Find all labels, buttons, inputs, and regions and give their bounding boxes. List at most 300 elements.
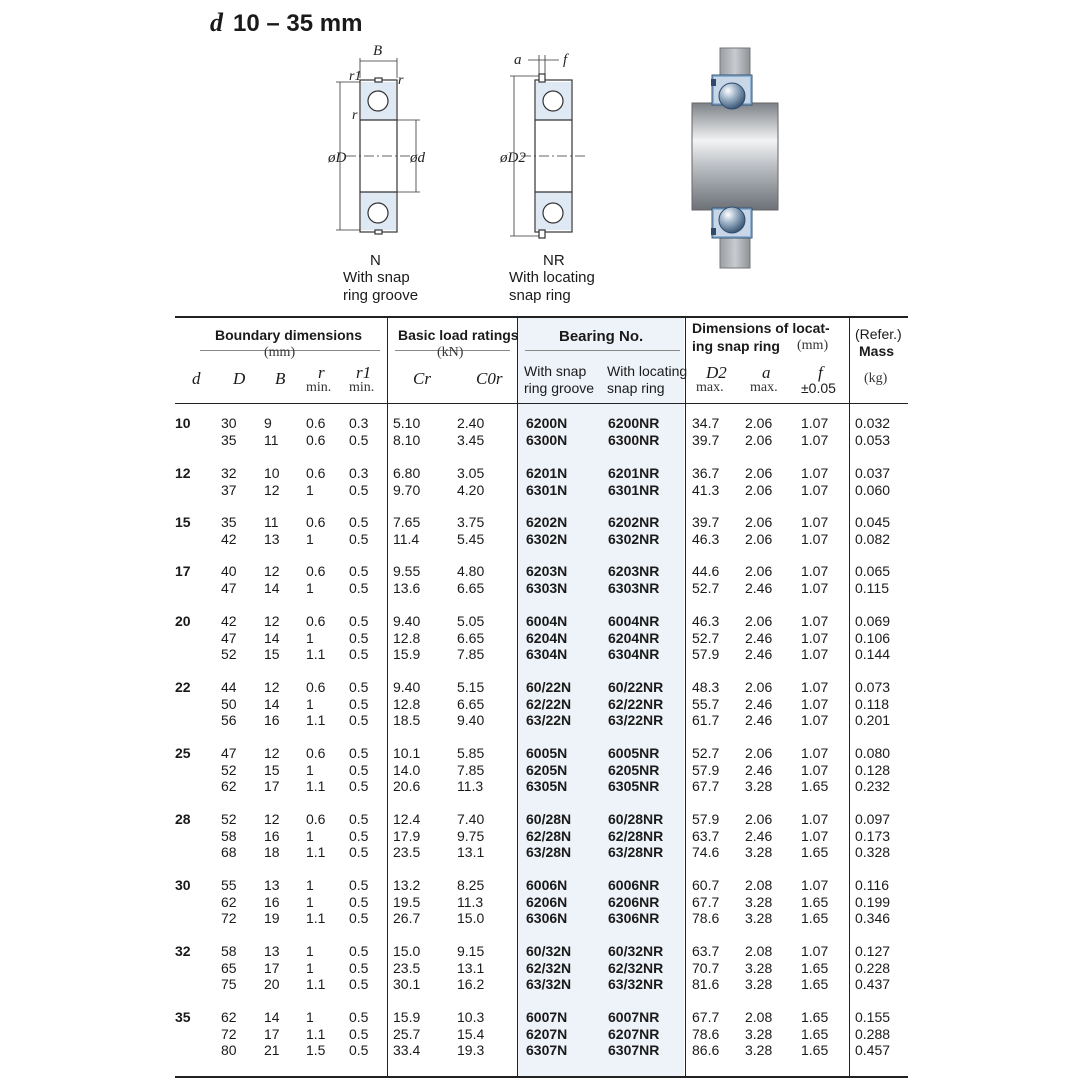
cell-C0r: 3.45 xyxy=(457,431,485,448)
cell-r: 0.6 xyxy=(306,415,326,431)
cell-D: 62 xyxy=(221,778,237,794)
cell-r: 0.6 xyxy=(306,514,326,530)
cell-Cr: 25.7 xyxy=(393,1025,421,1042)
cell-f: 1.65 xyxy=(801,778,829,794)
cell-D2: 63.7 xyxy=(692,827,720,844)
cell-C0r: 11.3 xyxy=(457,778,484,794)
cell-B: 12 xyxy=(264,613,280,629)
mounted-bearing-illustration xyxy=(692,48,778,268)
cell-f: 1.07 xyxy=(801,530,829,547)
cell-locating: 63/32NR xyxy=(608,976,664,992)
cell-snap-groove: 6303N xyxy=(526,579,568,596)
cell-r: 0.6 xyxy=(306,465,326,481)
cell-C0r: 5.85 xyxy=(457,745,485,761)
cell-r: 1 xyxy=(306,481,314,498)
cell-Cr: 15.9 xyxy=(393,1009,421,1025)
cell-Cr: 8.10 xyxy=(393,431,421,448)
cell-D2: 57.9 xyxy=(692,811,720,827)
cell-D: 30 xyxy=(221,415,237,431)
cell-Cr: 19.5 xyxy=(393,893,421,910)
label-r-side: r xyxy=(352,108,358,123)
cell-Cr: 15.9 xyxy=(393,646,421,662)
title-range: 10 – 35 mm xyxy=(233,10,363,37)
cell-f: 1.65 xyxy=(801,844,829,860)
cell-mass: 0.288 xyxy=(855,1025,891,1042)
cell-D2: 52.7 xyxy=(692,745,720,761)
cell-locating: 6005NR xyxy=(608,745,660,761)
cell-a: 3.28 xyxy=(745,778,773,794)
cell-C0r: 6.65 xyxy=(457,579,485,596)
cell-r: 1 xyxy=(306,761,314,778)
cell-f: 1.07 xyxy=(801,761,829,778)
cell-B: 13 xyxy=(264,877,280,893)
cell-snap-groove: 6300N xyxy=(526,431,568,448)
cell-snap-groove: 63/28N xyxy=(526,844,572,860)
col-snap-groove-line2: ring groove xyxy=(524,380,595,396)
cell-f: 1.07 xyxy=(801,481,829,498)
cell-mass: 0.437 xyxy=(855,976,891,992)
cell-B: 14 xyxy=(264,695,280,712)
col-f: f xyxy=(818,363,823,382)
cell-a: 2.06 xyxy=(745,431,773,448)
cell-mass: 0.328 xyxy=(855,844,891,860)
cell-B: 11 xyxy=(264,431,279,448)
label-oD: øD xyxy=(328,150,347,166)
header-bearing-no: Bearing No. xyxy=(559,328,644,345)
cell-B: 12 xyxy=(264,563,280,579)
cell-Cr: 17.9 xyxy=(393,827,421,844)
cell-Cr: 13.2 xyxy=(393,877,421,893)
table-header-rule xyxy=(175,403,908,404)
cell-D2: 78.6 xyxy=(692,910,720,926)
cell-D2: 67.7 xyxy=(692,778,720,794)
cell-D2: 48.3 xyxy=(692,679,720,695)
cell-snap-groove: 6206N xyxy=(526,893,568,910)
cell-r1: 0.5 xyxy=(349,877,369,893)
cell-C0r: 13.1 xyxy=(457,959,485,976)
cell-r1: 0.5 xyxy=(349,629,369,646)
header-boundary-unit: (mm) xyxy=(264,345,296,360)
cell-r1: 0.5 xyxy=(349,695,369,712)
cell-a: 2.46 xyxy=(745,827,773,844)
cell-d: 15 xyxy=(175,514,191,530)
cell-f: 1.07 xyxy=(801,563,829,579)
cell-Cr: 10.1 xyxy=(393,745,421,761)
header-load: Basic load ratings xyxy=(398,327,519,343)
cell-Cr: 26.7 xyxy=(393,910,421,926)
cell-snap-groove: 6200N xyxy=(526,415,568,431)
cell-mass: 0.128 xyxy=(855,761,891,778)
cell-snap-groove: 6305N xyxy=(526,778,568,794)
cell-C0r: 6.65 xyxy=(457,695,485,712)
col-snap-groove-line1: With snap xyxy=(524,363,587,379)
cell-D2: 55.7 xyxy=(692,695,720,712)
cell-B: 15 xyxy=(264,646,280,662)
cell-mass: 0.053 xyxy=(855,431,891,448)
cell-r: 0.6 xyxy=(306,431,326,448)
cell-f: 1.65 xyxy=(801,959,829,976)
cell-D: 50 xyxy=(221,695,237,712)
cell-a: 2.06 xyxy=(745,415,773,431)
cell-r: 0.6 xyxy=(306,811,326,827)
cell-a: 2.46 xyxy=(745,629,773,646)
cell-a: 2.08 xyxy=(745,877,773,893)
cell-r1: 0.5 xyxy=(349,563,369,579)
cell-snap-groove: 6006N xyxy=(526,877,568,893)
cell-mass: 0.144 xyxy=(855,646,891,662)
cell-D: 35 xyxy=(221,514,237,530)
cell-r: 1 xyxy=(306,579,314,596)
cell-mass: 0.116 xyxy=(855,877,889,893)
cell-a: 2.46 xyxy=(745,646,773,662)
header-mass-unit: (kg) xyxy=(864,371,888,386)
cell-D: 62 xyxy=(221,1009,237,1025)
cell-f: 1.65 xyxy=(801,910,829,926)
cell-mass: 0.173 xyxy=(855,827,891,844)
cell-r: 1 xyxy=(306,943,314,959)
cell-mass: 0.115 xyxy=(855,579,889,596)
col-D2: D2 xyxy=(706,363,727,382)
cell-snap-groove: 6207N xyxy=(526,1025,568,1042)
cell-Cr: 12.8 xyxy=(393,695,421,712)
cell-C0r: 2.40 xyxy=(457,415,485,431)
cell-snap-groove: 6307N xyxy=(526,1042,568,1058)
col-C0r: C0r xyxy=(476,369,503,388)
cell-D2: 46.3 xyxy=(692,530,720,547)
cell-mass: 0.228 xyxy=(855,959,891,976)
cell-D2: 74.6 xyxy=(692,844,720,860)
cell-a: 3.28 xyxy=(745,910,773,926)
cell-D: 65 xyxy=(221,959,237,976)
cell-B: 9 xyxy=(264,415,272,431)
cell-D: 52 xyxy=(221,646,237,662)
cell-r: 1.1 xyxy=(306,910,326,926)
cell-mass: 0.346 xyxy=(855,910,891,926)
cell-B: 15 xyxy=(264,761,280,778)
cell-f: 1.65 xyxy=(801,1025,829,1042)
cell-B: 17 xyxy=(264,959,280,976)
cell-D2: 52.7 xyxy=(692,629,720,646)
col-r1: r1 xyxy=(356,363,372,382)
cell-D: 47 xyxy=(221,579,237,596)
cell-r1: 0.5 xyxy=(349,712,369,728)
cell-D: 47 xyxy=(221,629,237,646)
cell-D: 80 xyxy=(221,1042,237,1058)
cell-r1: 0.5 xyxy=(349,827,369,844)
cell-D2: 57.9 xyxy=(692,646,720,662)
header-snapring-unit: (mm) xyxy=(797,338,829,353)
cell-locating: 6200NR xyxy=(608,415,660,431)
cell-f: 1.07 xyxy=(801,943,829,959)
cell-Cr: 11.4 xyxy=(393,530,420,547)
cell-snap-groove: 6205N xyxy=(526,761,568,778)
cell-locating: 6301NR xyxy=(608,481,660,498)
cell-D2: 46.3 xyxy=(692,613,720,629)
cell-D: 40 xyxy=(221,563,237,579)
cell-B: 14 xyxy=(264,579,280,596)
cell-mass: 0.127 xyxy=(855,943,891,959)
col-r-min: min. xyxy=(306,380,332,395)
cell-B: 16 xyxy=(264,712,280,728)
cell-r1: 0.5 xyxy=(349,844,369,860)
cell-B: 13 xyxy=(264,943,280,959)
cell-snap-groove: 60/28N xyxy=(526,811,572,827)
cell-Cr: 9.70 xyxy=(393,481,421,498)
cell-C0r: 3.05 xyxy=(457,465,485,481)
cell-C0r: 5.15 xyxy=(457,679,485,695)
cell-locating: 6203NR xyxy=(608,563,660,579)
cell-d: 25 xyxy=(175,745,191,761)
cell-snap-groove: 6005N xyxy=(526,745,568,761)
cell-D2: 67.7 xyxy=(692,1009,720,1025)
bearing-drawings xyxy=(320,38,790,273)
cell-C0r: 16.2 xyxy=(457,976,485,992)
cell-r1: 0.5 xyxy=(349,943,369,959)
cell-r1: 0.5 xyxy=(349,761,369,778)
cell-D2: 52.7 xyxy=(692,579,720,596)
cell-mass: 0.232 xyxy=(855,778,891,794)
cell-f: 1.07 xyxy=(801,415,829,431)
cell-a: 2.46 xyxy=(745,761,773,778)
label-r1: r1 xyxy=(349,69,362,84)
cell-a: 3.28 xyxy=(745,893,773,910)
cell-Cr: 13.6 xyxy=(393,579,421,596)
cell-f: 1.65 xyxy=(801,1009,829,1025)
cell-f: 1.07 xyxy=(801,712,829,728)
cell-d: 10 xyxy=(175,415,191,431)
cell-r1: 0.3 xyxy=(349,465,369,481)
cell-mass: 0.060 xyxy=(855,481,891,498)
cell-C0r: 9.40 xyxy=(457,712,485,728)
header-snapring-line2: ing snap ring xyxy=(692,338,780,354)
cell-B: 14 xyxy=(264,629,280,646)
label-f: f xyxy=(563,52,568,68)
cell-r1: 0.5 xyxy=(349,679,369,695)
cell-snap-groove: 62/32N xyxy=(526,959,572,976)
caption-n-line1: With snap xyxy=(343,269,410,286)
bearing-underline xyxy=(525,350,680,351)
col-divider-2 xyxy=(517,318,518,1076)
cell-snap-groove: 6302N xyxy=(526,530,568,547)
col-D2-max: max. xyxy=(696,380,724,395)
header-load-unit: (kN) xyxy=(437,345,464,360)
cell-r: 1 xyxy=(306,629,314,646)
cell-r: 0.6 xyxy=(306,613,326,629)
col-divider-3 xyxy=(685,318,686,1076)
cell-a: 2.06 xyxy=(745,465,773,481)
cell-d: 20 xyxy=(175,613,191,629)
cell-a: 2.06 xyxy=(745,563,773,579)
cell-r1: 0.5 xyxy=(349,893,369,910)
cell-B: 12 xyxy=(264,745,280,761)
bearing-n-drawing xyxy=(336,58,420,234)
cell-D2: 36.7 xyxy=(692,465,720,481)
cell-C0r: 15.4 xyxy=(457,1025,485,1042)
cell-B: 17 xyxy=(264,778,280,794)
cell-d: 12 xyxy=(175,465,191,481)
cell-mass: 0.201 xyxy=(855,712,891,728)
cell-a: 2.08 xyxy=(745,1009,773,1025)
cell-r: 1.1 xyxy=(306,976,326,992)
col-B: B xyxy=(275,369,286,388)
cell-mass: 0.097 xyxy=(855,811,891,827)
cell-D2: 61.7 xyxy=(692,712,720,728)
cell-f: 1.07 xyxy=(801,613,829,629)
cell-d: 22 xyxy=(175,679,191,695)
cell-snap-groove: 60/22N xyxy=(526,679,572,695)
cell-Cr: 9.40 xyxy=(393,679,421,695)
cell-D: 56 xyxy=(221,712,237,728)
cell-mass: 0.457 xyxy=(855,1042,891,1058)
cell-Cr: 12.4 xyxy=(393,811,421,827)
cell-locating: 6300NR xyxy=(608,431,660,448)
cell-r: 1 xyxy=(306,827,314,844)
cell-f: 1.07 xyxy=(801,679,829,695)
cell-r1: 0.5 xyxy=(349,811,369,827)
cell-r: 1 xyxy=(306,893,314,910)
cell-C0r: 7.40 xyxy=(457,811,485,827)
cell-snap-groove: 6301N xyxy=(526,481,568,498)
caption-n-line2: ring groove xyxy=(343,287,419,304)
cell-B: 16 xyxy=(264,893,280,910)
cell-r: 1 xyxy=(306,695,314,712)
cell-r: 1.1 xyxy=(306,1025,326,1042)
cell-D: 72 xyxy=(221,910,237,926)
cell-r: 1 xyxy=(306,959,314,976)
caption-nr-line2: snap ring xyxy=(509,287,571,304)
cell-D2: 39.7 xyxy=(692,431,720,448)
cell-f: 1.07 xyxy=(801,877,829,893)
cell-D: 42 xyxy=(221,530,237,547)
cell-C0r: 7.85 xyxy=(457,761,485,778)
cell-D2: 67.7 xyxy=(692,893,720,910)
cell-locating: 63/28NR xyxy=(608,844,664,860)
cell-B: 17 xyxy=(264,1025,280,1042)
label-r: r xyxy=(398,73,404,88)
cell-D: 68 xyxy=(221,844,237,860)
cell-D: 37 xyxy=(221,481,237,498)
cell-r1: 0.5 xyxy=(349,481,369,498)
cell-C0r: 8.25 xyxy=(457,877,485,893)
cell-a: 3.28 xyxy=(745,959,773,976)
cell-a: 2.46 xyxy=(745,695,773,712)
cell-snap-groove: 62/22N xyxy=(526,695,572,712)
cell-D2: 70.7 xyxy=(692,959,720,976)
cell-Cr: 23.5 xyxy=(393,959,421,976)
cell-snap-groove: 62/28N xyxy=(526,827,572,844)
cell-snap-groove: 6204N xyxy=(526,629,568,646)
cell-r: 1.5 xyxy=(306,1042,326,1058)
cell-r: 1 xyxy=(306,877,314,893)
cell-B: 18 xyxy=(264,844,280,860)
cell-locating: 6303NR xyxy=(608,579,660,596)
cell-f: 1.07 xyxy=(801,465,829,481)
cell-Cr: 12.8 xyxy=(393,629,421,646)
cell-r1: 0.5 xyxy=(349,646,369,662)
cell-f: 1.65 xyxy=(801,1042,829,1058)
cell-Cr: 9.40 xyxy=(393,613,421,629)
cell-r: 1.1 xyxy=(306,778,326,794)
cell-mass: 0.082 xyxy=(855,530,891,547)
cell-D2: 57.9 xyxy=(692,761,720,778)
cell-C0r: 15.0 xyxy=(457,910,485,926)
cell-B: 12 xyxy=(264,811,280,827)
cell-snap-groove: 6202N xyxy=(526,514,568,530)
cell-locating: 6206NR xyxy=(608,893,660,910)
cell-B: 16 xyxy=(264,827,280,844)
cell-f: 1.07 xyxy=(801,695,829,712)
cell-mass: 0.037 xyxy=(855,465,891,481)
cell-d: 30 xyxy=(175,877,191,893)
cell-D2: 86.6 xyxy=(692,1042,720,1058)
label-oD2: øD2 xyxy=(500,150,526,166)
cell-B: 14 xyxy=(264,1009,280,1025)
cell-f: 1.07 xyxy=(801,629,829,646)
cell-D: 52 xyxy=(221,811,237,827)
cell-B: 21 xyxy=(264,1042,280,1058)
cell-d: 28 xyxy=(175,811,191,827)
cell-r: 0.6 xyxy=(306,679,326,695)
table-top-rule xyxy=(175,316,908,318)
cell-r1: 0.5 xyxy=(349,431,369,448)
cell-r1: 0.5 xyxy=(349,976,369,992)
cell-snap-groove: 63/32N xyxy=(526,976,572,992)
cell-r1: 0.5 xyxy=(349,1009,369,1025)
cell-r: 0.6 xyxy=(306,563,326,579)
cell-locating: 6006NR xyxy=(608,877,660,893)
cell-a: 2.46 xyxy=(745,712,773,728)
cell-a: 2.06 xyxy=(745,679,773,695)
cell-r1: 0.5 xyxy=(349,530,369,547)
cell-C0r: 5.45 xyxy=(457,530,485,547)
cell-mass: 0.155 xyxy=(855,1009,891,1025)
col-divider-1 xyxy=(387,318,388,1076)
cell-locating: 6307NR xyxy=(608,1042,660,1058)
cell-B: 20 xyxy=(264,976,280,992)
cell-a: 2.46 xyxy=(745,579,773,596)
cell-r1: 0.5 xyxy=(349,745,369,761)
cell-C0r: 10.3 xyxy=(457,1009,485,1025)
cell-D: 47 xyxy=(221,745,237,761)
cell-r: 1 xyxy=(306,530,314,547)
cell-D2: 41.3 xyxy=(692,481,720,498)
page-title xyxy=(210,8,362,38)
title-symbol: d xyxy=(210,8,223,37)
cell-a: 2.06 xyxy=(745,811,773,827)
cell-mass: 0.032 xyxy=(855,415,891,431)
cell-B: 12 xyxy=(264,481,280,498)
cell-Cr: 23.5 xyxy=(393,844,421,860)
cell-locating: 6305NR xyxy=(608,778,660,794)
cell-D: 58 xyxy=(221,827,237,844)
cell-mass: 0.199 xyxy=(855,893,891,910)
cell-r1: 0.5 xyxy=(349,910,369,926)
cell-C0r: 7.85 xyxy=(457,646,485,662)
cell-Cr: 7.65 xyxy=(393,514,421,530)
cell-D2: 34.7 xyxy=(692,415,720,431)
cell-d: 17 xyxy=(175,563,191,579)
cell-r: 1 xyxy=(306,1009,314,1025)
cell-a: 3.28 xyxy=(745,976,773,992)
cell-D2: 39.7 xyxy=(692,514,720,530)
cell-C0r: 19.3 xyxy=(457,1042,485,1058)
cell-a: 3.28 xyxy=(745,1042,773,1058)
label-od: ød xyxy=(410,150,425,166)
col-a: a xyxy=(762,363,771,382)
cell-C0r: 9.15 xyxy=(457,943,485,959)
cell-f: 1.07 xyxy=(801,646,829,662)
cell-B: 19 xyxy=(264,910,280,926)
